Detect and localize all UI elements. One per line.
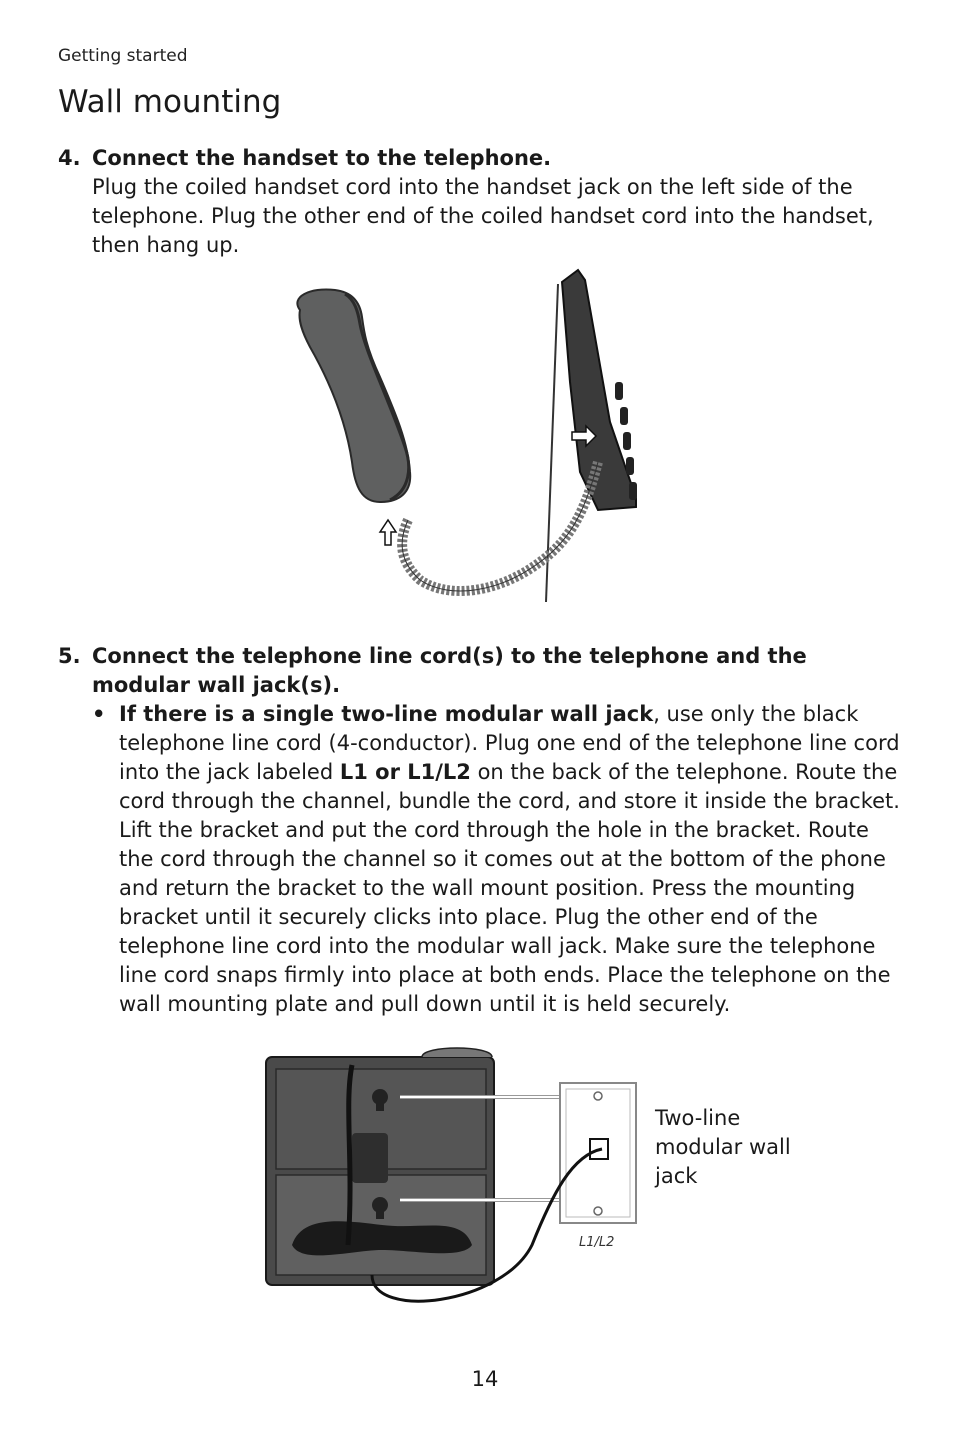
- page-number: 14: [471, 1367, 499, 1391]
- bullet-item: [92, 700, 908, 1019]
- step-number: 5.: [58, 644, 81, 668]
- step-number: 4.: [58, 146, 81, 170]
- bullet-text-2: on the back of the telephone. Route the cord through the channel, bundle the cord, and store it inside the bracket. Lift the bracket and put the cord through the hole in the bracket. Route the cord through the channel so it comes out at the bottom of the phone and return the bracket to the wall mount position. Press the mounting bracket until it securely clicks into place. Plug the other end of the telephone line cord into the modular wall jack. Make sure the telephone line cord snaps firmly into place at both ends. Place the telephone on the wall mounting plate and pull down until it is held securely.: [119, 760, 900, 1016]
- section-label: Getting started: [58, 46, 188, 66]
- page-title: Wall mounting: [58, 84, 282, 120]
- step-heading: Connect the handset to the telephone.: [92, 146, 552, 170]
- step-body: Plug the coiled handset cord into the handset jack on the left side of the telephone. Plug the other end of the coiled handset cord into the handset, then hang up.: [92, 175, 874, 257]
- bullet-text-1: , use only the black telephone line cord (4-conductor). Plug one end of the telephone line cord into the jack labeled: [119, 702, 900, 784]
- step-5: [58, 642, 908, 1019]
- bullet-lead: If there is a single two-line modular wall jack: [119, 702, 654, 726]
- handset-connection-illustration: [280, 262, 660, 607]
- step-4: [58, 144, 908, 260]
- step-heading: Connect the telephone line cord(s) to the telephone and the modular wall jack(s).: [92, 644, 807, 697]
- bullet-symbol: •: [92, 702, 106, 726]
- jack-caption: Two-line modular wall jack: [655, 1106, 791, 1188]
- jack-label-bold: L1 or L1/L2: [339, 760, 471, 784]
- jack-label: L1/L2: [579, 1235, 615, 1250]
